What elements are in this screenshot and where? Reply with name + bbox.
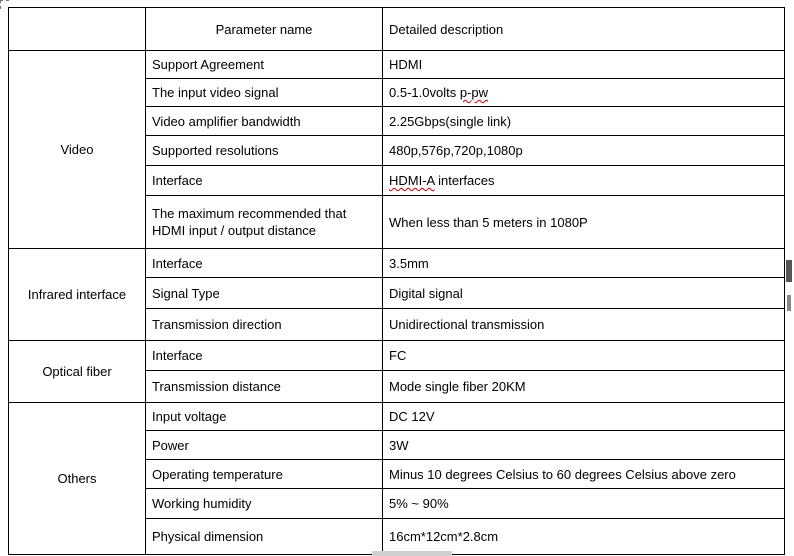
param-desc: Mode single fiber 20KM: [383, 371, 785, 403]
param-desc-part: 0.5-1.0volts: [389, 85, 460, 100]
param-name: Input voltage: [146, 403, 383, 431]
spellcheck-word: HDMI-A: [389, 173, 435, 188]
param-name: Physical dimension: [146, 519, 383, 555]
param-name: Video amplifier bandwidth: [146, 107, 383, 136]
param-desc: Digital signal: [383, 278, 785, 309]
spellcheck-word: p-pw: [459, 85, 489, 100]
param-name: Signal Type: [146, 278, 383, 309]
param-desc: [383, 79, 785, 107]
param-desc: DC 12V: [383, 403, 785, 431]
param-desc: HDMI: [383, 51, 785, 79]
param-desc: [383, 166, 785, 196]
spec-table: [8, 7, 785, 555]
param-name: Supported resolutions: [146, 136, 383, 166]
table-row: [9, 51, 785, 79]
param-name-line1: The maximum recommended that: [152, 206, 347, 221]
header-parameter-name: Parameter name: [146, 8, 383, 51]
param-desc: 480p,576p,720p,1080p: [383, 136, 785, 166]
param-desc: Minus 10 degrees Celsius to 60 degrees Celsius above zero: [383, 460, 785, 489]
param-name: Working humidity: [146, 489, 383, 519]
param-desc: 2.25Gbps(single link): [383, 107, 785, 136]
param-name: Interface: [146, 249, 383, 278]
param-desc: When less than 5 meters in 1080P: [383, 196, 785, 249]
table-row: [9, 403, 785, 431]
param-name: Operating temperature: [146, 460, 383, 489]
param-name-line2: HDMI input / output distance: [152, 223, 317, 238]
table-row: [9, 341, 785, 371]
scrollbar-marker: [787, 295, 791, 311]
table-header-row: [9, 8, 785, 51]
param-desc: FC: [383, 341, 785, 371]
param-name: Transmission distance: [146, 371, 383, 403]
group-video: Video: [9, 51, 146, 249]
param-name: Support Agreement: [146, 51, 383, 79]
param-name: Interface: [146, 166, 383, 196]
param-desc: 16cm*12cm*2.8cm: [383, 519, 785, 555]
param-desc-part: interfaces: [434, 173, 495, 188]
header-group-cell: [9, 8, 146, 51]
group-optical-fiber: Optical fiber: [9, 341, 146, 403]
header-detailed-description: Detailed description: [383, 8, 785, 51]
param-name: Interface: [146, 341, 383, 371]
table-row: [9, 249, 785, 278]
scrollbar-thumb[interactable]: [786, 260, 792, 282]
param-name-multiline: [146, 196, 383, 249]
param-name: Transmission direction: [146, 309, 383, 341]
param-desc: 3.5mm: [383, 249, 785, 278]
group-infrared-interface: Infrared interface: [9, 249, 146, 341]
param-desc: 3W: [383, 431, 785, 460]
param-desc: Unidirectional transmission: [383, 309, 785, 341]
param-desc: 5% ~ 90%: [383, 489, 785, 519]
bottom-scroll-indicator: [372, 551, 452, 556]
param-name: Power: [146, 431, 383, 460]
param-name: The input video signal: [146, 79, 383, 107]
group-others: Others: [9, 403, 146, 555]
